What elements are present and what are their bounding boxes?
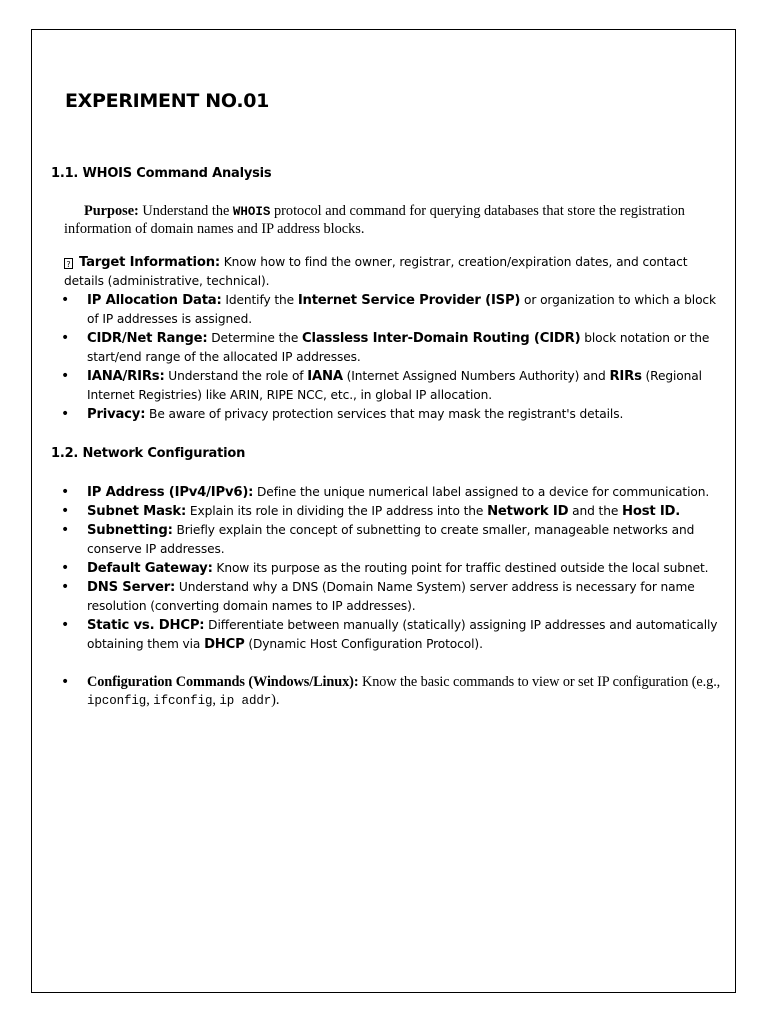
item-text: Understand why a DNS (Domain Name System) server address is necessary for name resolution (converting domain names to IP addresses). xyxy=(87,580,695,613)
command-code: ipconfig xyxy=(87,694,147,708)
list-item xyxy=(58,616,726,654)
list-item xyxy=(58,673,726,710)
list-item xyxy=(58,502,726,521)
item-text: Define the unique numerical label assigned to a device for communication. xyxy=(253,485,710,499)
target-information-label: Target Information: xyxy=(79,255,220,270)
list-item xyxy=(58,367,726,405)
item-text: block notation or the start/end range of the allocated IP addresses. xyxy=(87,331,710,364)
command-code: ifconfig xyxy=(153,694,213,708)
item-text: (Dynamic Host Configuration Protocol). xyxy=(244,637,483,651)
item-text: Identify the xyxy=(221,293,298,307)
target-information-paragraph xyxy=(64,253,724,291)
purpose-paragraph xyxy=(64,203,724,238)
item-text: (Internet Assigned Numbers Authority) and xyxy=(342,369,610,383)
item-strong: Network ID xyxy=(487,504,569,519)
item-text: ). xyxy=(271,692,280,708)
item-text: Know its purpose as the routing point for traffic destined outside the local subnet. xyxy=(212,561,709,575)
item-text: Explain its role in dividing the IP address into the xyxy=(186,504,488,518)
purpose-text-a: Understand the xyxy=(138,203,233,219)
item-label: IP Allocation Data: xyxy=(87,293,222,308)
item-text: , xyxy=(146,692,154,708)
list-item xyxy=(58,578,726,616)
bullet-icon: • xyxy=(61,579,70,595)
item-label: IANA/RIRs: xyxy=(87,369,165,384)
document-title: EXPERIMENT NO.01 xyxy=(65,90,270,112)
item-text: or organization to which a block of IP addresses is assigned. xyxy=(87,293,716,326)
config-commands-list xyxy=(58,673,726,710)
section-heading-whois: 1.1. WHOIS Command Analysis xyxy=(51,166,272,181)
item-text: Determine the xyxy=(207,331,303,345)
bullet-icon: • xyxy=(61,503,70,519)
item-strong: RIRs xyxy=(609,369,642,384)
item-label: Static vs. DHCP: xyxy=(87,618,205,633)
item-text: Know the basic commands to view or set IP configuration (e.g., xyxy=(358,674,721,690)
item-text: Understand the role of xyxy=(164,369,308,383)
item-label: DNS Server: xyxy=(87,580,176,595)
bullet-icon: • xyxy=(61,522,70,538)
bullet-icon: • xyxy=(61,368,70,384)
bullet-icon: • xyxy=(61,560,70,576)
section-heading-network: 1.2. Network Configuration xyxy=(51,446,246,461)
whois-bullet-list xyxy=(58,291,726,424)
item-strong: Classless Inter-Domain Routing (CIDR) xyxy=(302,331,581,346)
missing-glyph-icon: ? xyxy=(64,258,73,269)
bullet-icon: • xyxy=(61,406,70,422)
bullet-icon: • xyxy=(61,617,70,633)
purpose-text-b: protocol and command for querying databases that store the registration information of domain names and IP address blocks. xyxy=(64,203,685,237)
item-strong: IANA xyxy=(307,369,343,384)
bullet-icon: • xyxy=(61,674,70,690)
item-label: IP Address (IPv4/IPv6): xyxy=(87,485,254,500)
item-label: Subnet Mask: xyxy=(87,504,187,519)
item-label: Default Gateway: xyxy=(87,561,213,576)
item-strong: Host ID. xyxy=(622,504,681,519)
item-text: Differentiate between manually (statically) assigning IP addresses and automatically obtaining them via xyxy=(87,618,718,651)
item-label: Subnetting: xyxy=(87,523,173,538)
item-text: Be aware of privacy protection services that may mask the registrant's details. xyxy=(145,407,624,421)
target-information-text: Know how to find the owner, registrar, creation/expiration dates, and contact details (administrative, technical). xyxy=(64,255,688,288)
item-text: (Regional Internet Registries) like ARIN, RIPE NCC, etc., in global IP allocation. xyxy=(87,369,702,402)
item-label: Configuration Commands (Windows/Linux): xyxy=(87,674,359,690)
bullet-icon: • xyxy=(61,292,70,308)
item-text: Briefly explain the concept of subnetting to create smaller, manageable networks and conserve IP addresses. xyxy=(87,523,695,556)
item-label: Privacy: xyxy=(87,407,146,422)
network-bullet-list xyxy=(58,483,726,654)
item-text: and the xyxy=(568,504,622,518)
item-strong: Internet Service Provider (ISP) xyxy=(297,293,521,308)
bullet-icon: • xyxy=(61,484,70,500)
bullet-icon: • xyxy=(61,330,70,346)
list-item xyxy=(58,521,726,559)
item-strong: DHCP xyxy=(204,637,245,652)
list-item xyxy=(58,291,726,329)
list-item xyxy=(58,405,726,424)
item-text: , xyxy=(212,692,220,708)
list-item xyxy=(58,329,726,367)
list-item xyxy=(58,483,726,502)
command-code: ip addr xyxy=(219,694,272,708)
item-label: CIDR/Net Range: xyxy=(87,331,208,346)
purpose-label: Purpose: xyxy=(84,203,139,219)
whois-code: WHOIS xyxy=(232,205,271,219)
list-item xyxy=(58,559,726,578)
